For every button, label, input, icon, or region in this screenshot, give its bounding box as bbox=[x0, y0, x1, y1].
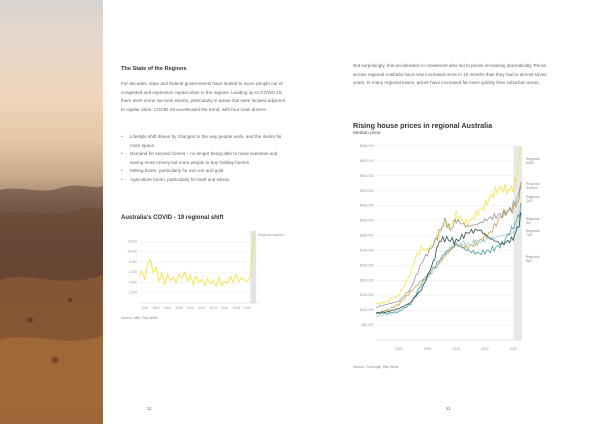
x-tick-label: 2005 bbox=[423, 347, 432, 351]
x-tick-label: 2014 bbox=[209, 306, 217, 310]
x-tick-label: 2002 bbox=[141, 306, 149, 310]
y-tick-label: $500,000 bbox=[359, 188, 374, 193]
x-tick-label: 2004 bbox=[152, 306, 160, 310]
covid-band bbox=[513, 146, 522, 340]
x-tick-label: 2015 bbox=[481, 347, 489, 351]
x-tick-label: 2008 bbox=[175, 306, 183, 310]
chart-subtitle: Median price bbox=[353, 131, 381, 136]
chart-title: Australia's COVID - 19 regional shift bbox=[121, 215, 224, 221]
annotation-label: Regional migration bbox=[258, 233, 285, 238]
y-tick-label: 6,000 bbox=[129, 270, 137, 275]
x-tick-label: 2010 bbox=[186, 306, 194, 310]
series-line bbox=[376, 147, 521, 304]
y-tick-label: $150,000 bbox=[359, 293, 374, 298]
list-item: • Lifestyle shift driven by changes to the way people work, and the desire for more space bbox=[121, 133, 286, 150]
series-label: Victoria bbox=[526, 186, 538, 191]
y-tick-label: $400,000 bbox=[359, 218, 374, 223]
series-label: Regional bbox=[526, 182, 540, 186]
x-tick-label: 2010 bbox=[452, 347, 460, 351]
x-tick-label: 2006 bbox=[164, 306, 172, 310]
series-label: Regional bbox=[526, 217, 540, 221]
intro-paragraph: For decades, state and federal governments have looked to move people out of congested and expensive capital cities to the regions. Leading up to COVID-19, there were some success stories, particularly in areas that were located adjacent to capital cities. COVID-19 accelerated the trend, with four main drivers: bbox=[121, 81, 286, 112]
y-tick-label: 12,000 bbox=[127, 239, 137, 244]
landscape-hills bbox=[0, 0, 103, 424]
series-label: TAS bbox=[526, 233, 533, 238]
regional-shift-chart bbox=[117, 225, 285, 315]
series-label: Regional bbox=[526, 255, 540, 259]
y-tick-label: 2,000 bbox=[129, 290, 137, 295]
list-item: • Agriculture boom, particularly for beef and wheat. bbox=[121, 176, 286, 185]
series-label: WA bbox=[526, 259, 532, 264]
series-line bbox=[376, 212, 521, 317]
drivers-list bbox=[121, 133, 286, 185]
series-label: Regional bbox=[526, 229, 540, 233]
x-tick-label: 2020 bbox=[509, 347, 518, 351]
y-tick-label: 4,000 bbox=[129, 280, 137, 285]
y-tick-label: $250,000 bbox=[359, 263, 374, 268]
house-prices-chart bbox=[350, 140, 550, 365]
y-tick-label: $350,000 bbox=[359, 233, 374, 238]
page-number: 11 bbox=[147, 406, 152, 411]
y-tick-label: $600,000 bbox=[359, 158, 374, 163]
chart-source: Source: ABS, Ray White bbox=[121, 316, 158, 320]
section-heading: The State of the Regions bbox=[121, 66, 187, 72]
y-tick-label: $200,000 bbox=[359, 278, 374, 283]
series-line bbox=[376, 203, 521, 314]
series-label: Regional bbox=[526, 195, 540, 199]
x-tick-label: 2012 bbox=[198, 306, 206, 310]
series-label: Regional bbox=[526, 157, 540, 161]
series-line bbox=[139, 234, 255, 286]
list-item: • Demand for second homes – no longer being able to head overseas and saving more money led more people to buy holiday homes bbox=[121, 150, 286, 167]
chart-title: Rising house prices in regional Australia bbox=[353, 121, 493, 130]
x-tick-label: 2018 bbox=[232, 306, 240, 310]
y-tick-label: $300,000 bbox=[359, 248, 374, 253]
price-paragraph: Not surprisingly, this acceleration in movement also led to prices increasing dramatically. Prices across regional Australia have now increased more in 15 months than they had in almost seven years. In many regional towns, prices have increased far more quickly than suburban areas. bbox=[353, 63, 547, 86]
series-label: QLD bbox=[526, 199, 533, 204]
series-label: SA bbox=[526, 221, 531, 226]
y-tick-label: $650,000 bbox=[359, 144, 374, 148]
x-tick-label: 2020 bbox=[244, 306, 252, 310]
list-item: • Mining boom, particularly for iron ore and gold bbox=[121, 167, 286, 176]
y-tick-label: 10,000 bbox=[127, 249, 137, 254]
y-tick-label: $100,000 bbox=[359, 308, 374, 313]
series-line bbox=[376, 185, 521, 307]
y-tick-label: $550,000 bbox=[359, 173, 374, 178]
page-number: 11 bbox=[446, 406, 451, 411]
y-tick-label: $50,000 bbox=[361, 323, 374, 328]
series-label: NSW bbox=[526, 161, 534, 166]
x-tick-label: 2000 bbox=[395, 347, 403, 351]
y-tick-label: 8,000 bbox=[129, 259, 137, 264]
x-tick-label: 2016 bbox=[221, 306, 229, 310]
y-tick-label: $450,000 bbox=[359, 203, 374, 208]
landscape-photo bbox=[0, 0, 103, 424]
chart-source: Source: CoreLogic, Ray White bbox=[353, 365, 399, 369]
